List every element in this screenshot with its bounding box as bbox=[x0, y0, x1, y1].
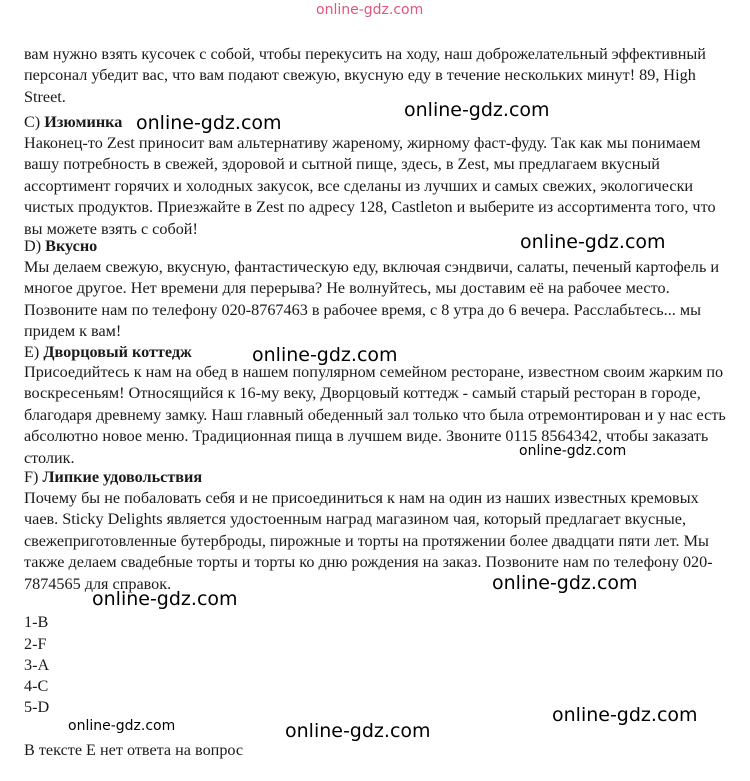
section-c-heading bbox=[24, 112, 122, 132]
watermark: online-gdz.com bbox=[68, 718, 176, 734]
answer-item: 1-B bbox=[24, 613, 49, 631]
watermark: online-gdz.com bbox=[404, 99, 550, 121]
watermark: online-gdz.com bbox=[552, 704, 698, 726]
watermark: online-gdz.com bbox=[519, 443, 627, 459]
section-f-title: Липкие удовольствия bbox=[42, 468, 203, 486]
section-e-heading bbox=[24, 342, 192, 362]
section-e-title: Дворцовый коттедж bbox=[43, 343, 192, 361]
answer-item: 2-F bbox=[24, 635, 47, 653]
watermark: online-gdz.com bbox=[520, 231, 666, 253]
watermark: online-gdz.com bbox=[492, 572, 638, 594]
section-e-text: Присоедийтесь к нам на обед в нашем популярном семейном ресторане, известном своим жарким по воскресеньям! Относящийся к 16-му веку, Дворцовый коттедж - самый старый ресторан в городе, благодаря древнему замку. Наш главный обеденный зал только что была отремонтирован и у нас есть абсолютно новое меню. Традиционная пища в лучшем виде. Звоните 0115 8564342, чтобы заказать столик. bbox=[24, 363, 726, 467]
watermark: online-gdz.com bbox=[252, 344, 398, 366]
watermark: online-gdz.com bbox=[136, 112, 282, 134]
watermark-top: online-gdz.com bbox=[316, 2, 424, 18]
section-f-letter: F) bbox=[24, 468, 39, 486]
answer-item: 5-D bbox=[24, 698, 50, 716]
intro-paragraph: вам нужно взять кусочек с собой, чтобы перекусить на ходу, наш доброжелательный эффективный персонал убедит вас, что вам подают свежую, вкусную еду в течение нескольких минут! 89, High Street. bbox=[24, 45, 706, 106]
section-d-heading bbox=[24, 236, 97, 256]
section-c-title: Изюминка bbox=[44, 113, 123, 131]
answer-note: В тексте E нет ответа на вопрос bbox=[24, 741, 244, 759]
section-c-text: Наконец-то Zest приносит вам альтернативу жареному, жирному фаст-фуду. Так как мы понимаем вашу потребность в свежей, здоровой и сытной пище, здесь, в Zest, мы предлагаем вкусный ассортимент горячих и холодных закусок, все сделаны из лучших и самых свежих, экологически чистых продуктов. Приезжайте в Zest по адресу 128, Castleton и выберите из ассортимента того, что вы можете взять с собой! bbox=[24, 134, 716, 238]
section-c-letter: C) bbox=[24, 113, 41, 131]
section-f-heading bbox=[24, 467, 202, 487]
section-d-text: Мы делаем свежую, вкусную, фантастическую еду, включая сэндвичи, салаты, печеный картофель и многое другое. Нет времени для перерыва? Не волнуйтесь, мы доставим её на рабочее место. Позвоните нам по телефону 020-8767463 в рабочее время, с 8 утра до 6 вечера. Расслабьтесь... мы придем к вам! bbox=[24, 258, 720, 341]
answer-item: 4-C bbox=[24, 677, 49, 695]
section-d-letter: D) bbox=[24, 237, 42, 255]
section-f-text: Почему бы не побаловать себя и не присоединиться к нам на один из наших известных кремовых чаев. Sticky Delights является удостоенным наград магазином чая, который предлагает вкусные, свежеприготовленные бутерброды, пирожные и торты на протяжении более двадцати пяти лет. Мы также делаем свадебные торты и торты ко дню рождения на заказ. Позвоните нам по телефону 020-7874565 для справок. bbox=[24, 489, 713, 593]
answer-item: 3-A bbox=[24, 656, 50, 674]
watermark: online-gdz.com bbox=[285, 720, 431, 742]
watermark: online-gdz.com bbox=[92, 588, 238, 610]
section-d-title: Вкусно bbox=[45, 237, 98, 255]
section-e-letter: E) bbox=[24, 343, 40, 361]
